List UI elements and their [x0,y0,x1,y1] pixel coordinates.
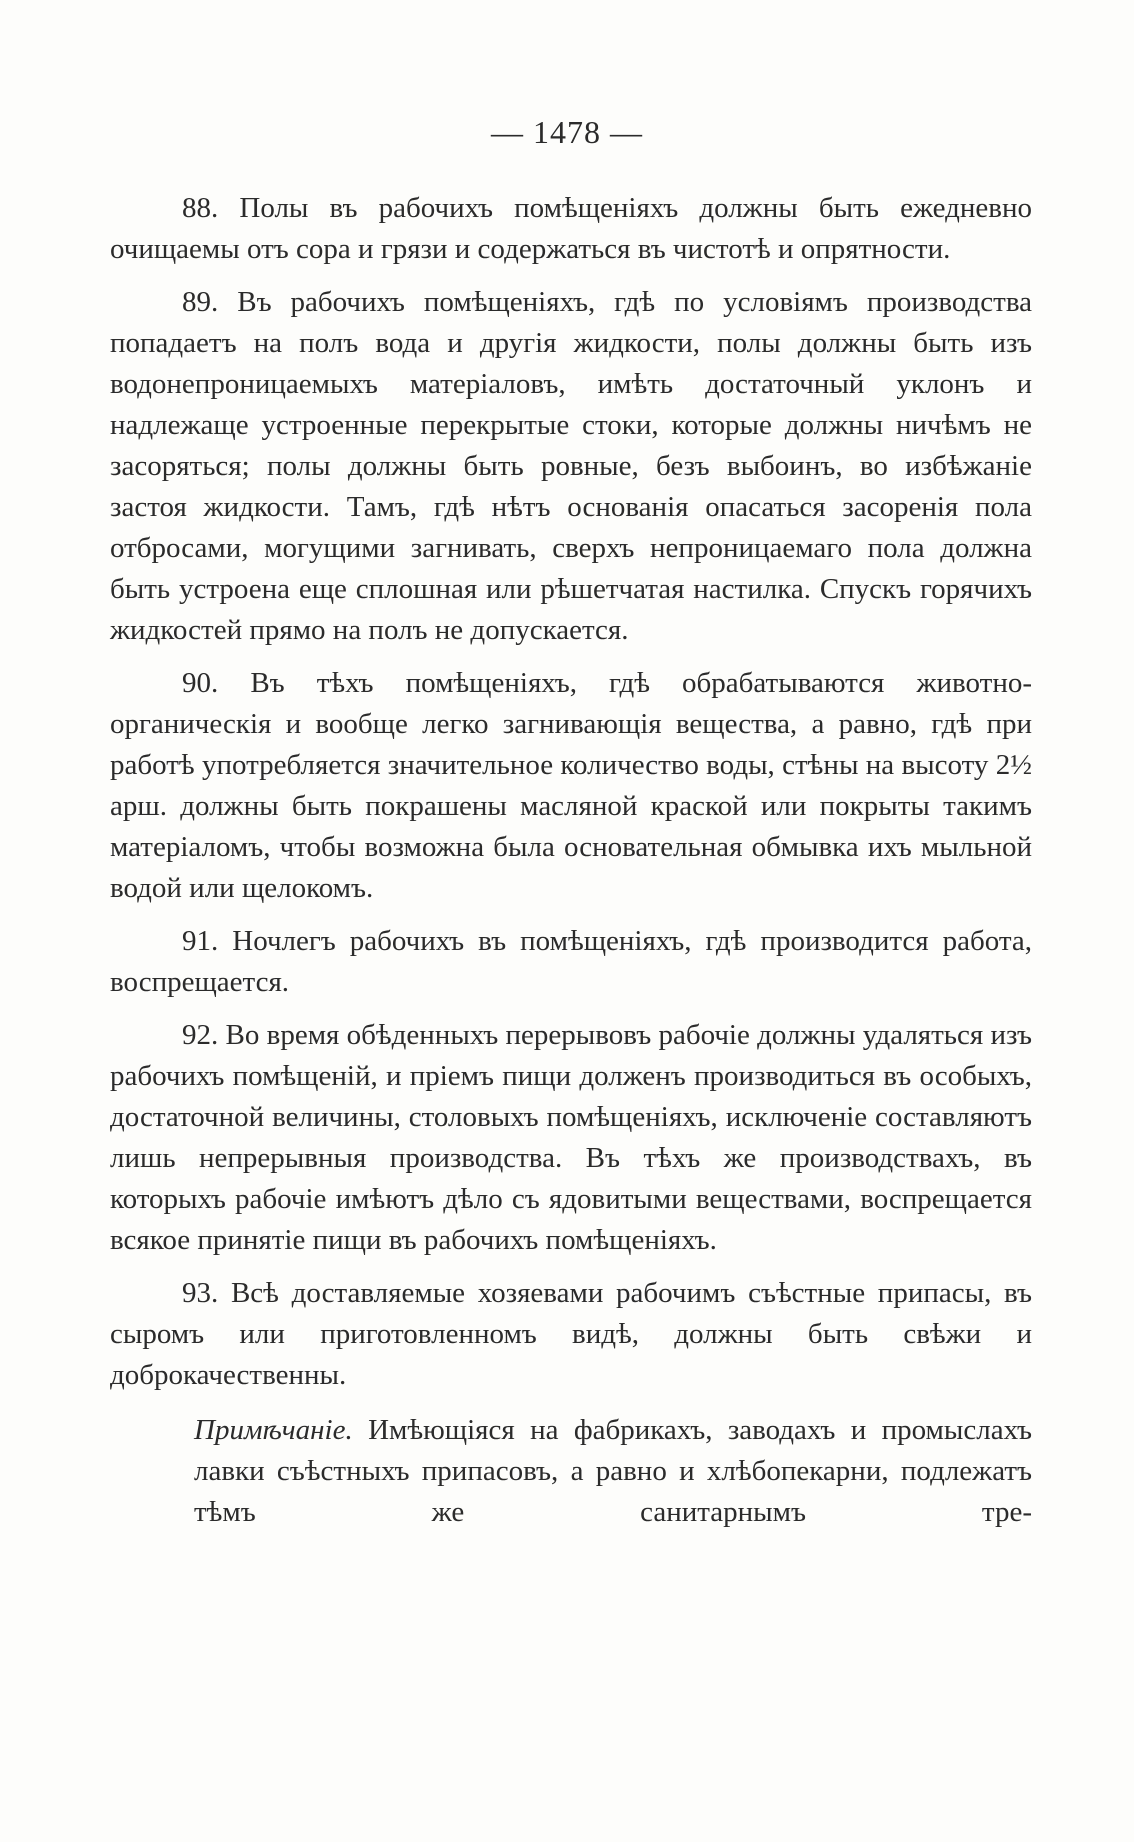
paragraph-number: 89. [182,286,219,318]
paragraph-90 [110,663,1032,909]
paragraph-number: 90. [182,667,219,699]
paragraph-text: Въ рабочихъ помѣщеніяхъ, гдѣ по условіямъ производства попадаетъ на полъ вода и другія жидкости, полы должны быть изъ водонепроницаемыхъ матеріаловъ, имѣть достаточный уклонъ и надлежаще устроенные перекрытые стоки, которые должны ничѣмъ не засоряться; полы должны быть ровные, безъ выбоинъ, во избѣжаніе застоя жидкости. Тамъ, гдѣ нѣтъ основанія опасаться засоренія пола отбросами, могущими загнивать, сверхъ непроницаемаго пола должна быть устроена еще сплошная или рѣшетчатая настилка. Спускъ горячихъ жидкостей прямо на полъ не допускается. [110,286,1032,646]
text-body [110,188,1032,1533]
paragraph-text: Полы въ рабочихъ помѣщеніяхъ должны быть ежедневно очищаемы отъ сора и грязи и содержаться въ чистотѣ и опрятности. [110,192,1032,265]
paragraph-text: Всѣ доставляемые хозяевами рабочимъ съѣстные припасы, въ сыромъ или приготовленномъ видѣ, должны быть свѣжи и доброкачественны. [110,1277,1032,1391]
note-label: Примѣчаніе. [194,1414,353,1446]
paragraph-93 [110,1273,1032,1396]
paragraph-number: 93. [182,1277,219,1309]
paragraph-number: 91. [182,925,219,957]
paragraph-text: Во время обѣденныхъ перерывовъ рабочіе должны удаляться изъ рабочихъ помѣщеній, и пріемъ пищи долженъ производиться въ особыхъ, достаточной величины, столовыхъ помѣщеніяхъ, исключеніе составляютъ лишь непрерывныя производства. Въ тѣхъ же производствахъ, въ которыхъ рабочіе имѣютъ дѣло съ ядовитыми веществами, воспрещается всякое принятіе пищи въ рабочихъ помѣщеніяхъ. [110,1019,1032,1256]
page-number: — 1478 — [491,114,643,150]
paragraph-88 [110,188,1032,270]
paragraph-number: 88. [182,192,219,224]
paragraph-92 [110,1015,1032,1261]
footnote-remark [194,1410,1032,1533]
paragraph-91 [110,921,1032,1003]
note-text: Имѣющіяся на фабрикахъ, заводахъ и промыслахъ лавки съѣстныхъ припасовъ, а равно и хлѣбопекарни, подлежатъ тѣмъ же санитарнымъ тре- [194,1414,1032,1528]
paragraph-text: Ночлегъ рабочихъ въ помѣщеніяхъ, гдѣ производится работа, воспрещается. [110,925,1032,998]
paragraph-number: 92. [182,1019,219,1051]
paragraph-text: Въ тѣхъ помѣщеніяхъ, гдѣ обрабатываются животно-органическія и вообще легко загнивающія вещества, а равно, гдѣ при работѣ употребляется значительное количество воды, стѣны на высоту 2½ арш. должны быть покрашены масляной краской или покрыты такимъ матеріаломъ, чтобы возможна была основательная обмывка ихъ мыльной водой или щелокомъ. [110,667,1032,904]
paragraph-89 [110,282,1032,651]
